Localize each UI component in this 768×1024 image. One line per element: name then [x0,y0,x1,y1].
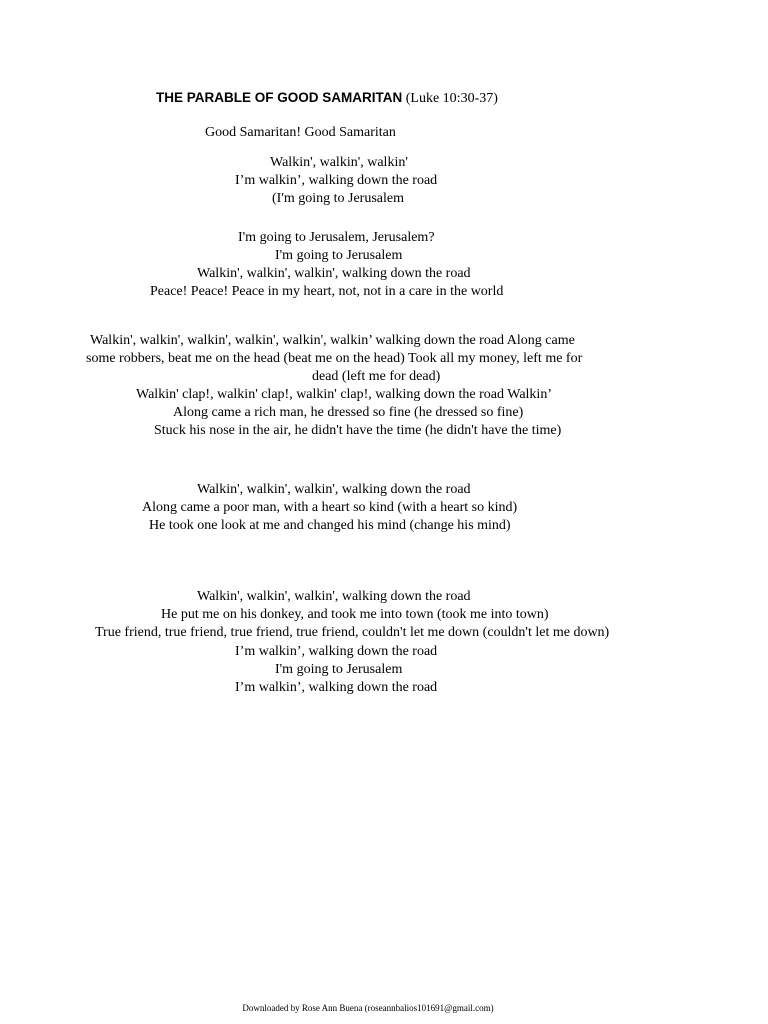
lyric-line: some robbers, beat me on the head (beat me on the head) Took all my money, left me for [86,351,583,366]
lyric-line: Walkin', walkin', walkin' [270,155,408,170]
lyric-line: Walkin' clap!, walkin' clap!, walkin' clap!, walking down the road Walkin’ [136,387,552,402]
page-title [156,89,498,108]
lyric-line: I'm going to Jerusalem [275,662,403,677]
intro-line: Good Samaritan! Good Samaritan [205,125,396,140]
lyric-line: Along came a poor man, with a heart so kind (with a heart so kind) [142,500,518,515]
lyric-line: dead (left me for dead) [312,369,441,384]
lyric-line: Along came a rich man, he dressed so fine (he dressed so fine) [173,405,524,420]
lyric-line: I'm going to Jerusalem [275,248,403,263]
lyric-line: Walkin', walkin', walkin', walking down the road [197,589,471,604]
title-reference: (Luke 10:30-37) [405,91,498,106]
lyric-line: I’m walkin’, walking down the road [235,644,438,659]
lyric-line: Walkin', walkin', walkin', walking down the road [197,266,471,281]
lyric-line: (I'm going to Jerusalem [272,191,404,206]
lyric-line: True friend, true friend, true friend, true friend, couldn't let me down (couldn't let me down) [95,625,610,640]
lyric-line: Peace! Peace! Peace in my heart, not, not in a care in the world [150,284,504,299]
lyric-line: He put me on his donkey, and took me into town (took me into town) [161,607,549,622]
lyric-line: I’m walkin’, walking down the road [235,173,438,188]
title-main: THE PARABLE OF GOOD SAMARITAN [156,90,403,105]
lyric-line: Walkin', walkin', walkin', walkin', walkin', walkin’ walking down the road Along came [90,333,575,348]
lyric-line: Walkin', walkin', walkin', walking down the road [197,482,471,497]
download-footer: Downloaded by Rose Ann Buena (roseannbalios101691@gmail.com) [242,1003,494,1013]
lyric-line: Stuck his nose in the air, he didn't have the time (he didn't have the time) [154,423,562,438]
lyric-line: He took one look at me and changed his mind (change his mind) [149,518,511,533]
lyric-line: I'm going to Jerusalem, Jerusalem? [238,230,435,245]
lyric-line: I’m walkin’, walking down the road [235,680,438,695]
